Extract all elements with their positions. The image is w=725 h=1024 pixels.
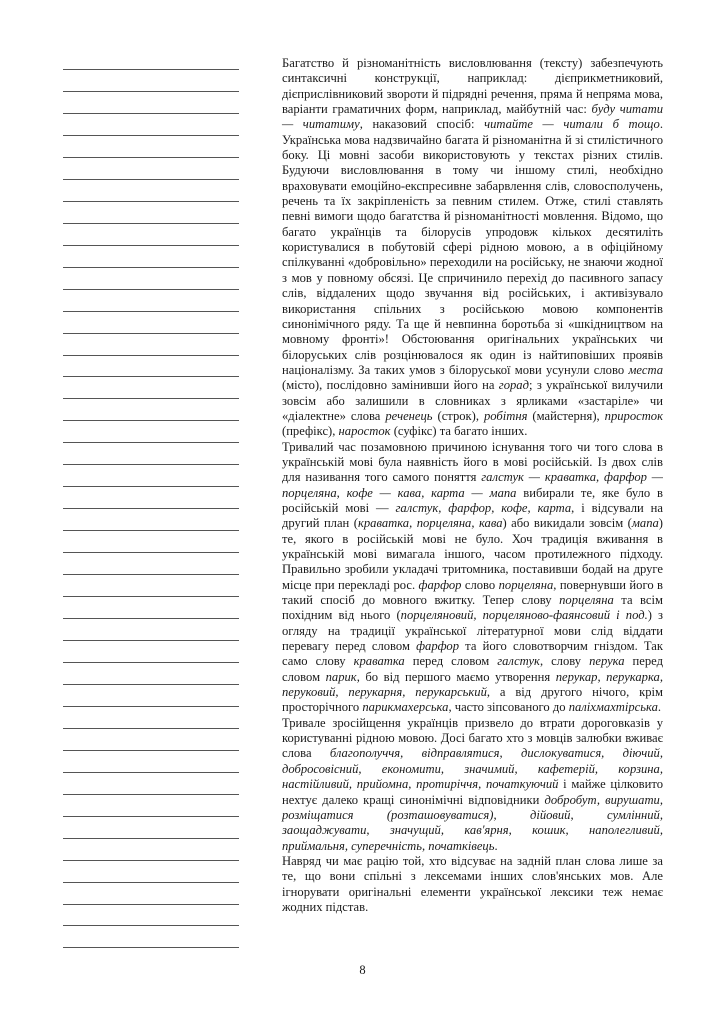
text-run: вибирали те, яке було в російській мові —: [282, 485, 663, 515]
note-line: [63, 640, 239, 641]
note-line: [63, 355, 239, 356]
italic-term: читайте — читали б тощо: [484, 117, 660, 132]
text-run: (суфікс) та багато інших.: [390, 424, 528, 439]
note-line: [63, 684, 239, 685]
text-run: і майже цілковито нехтує далеко кращі синонімічні відповідники: [282, 777, 664, 807]
text-run: , бо від першого маємо утворення: [356, 669, 556, 684]
note-line: [63, 772, 239, 773]
note-line: [63, 201, 239, 202]
note-line: [63, 376, 239, 377]
text-run: Тривалий час позамовною причиною існування того чи того слова в українській мові була наявність його в мові російській. Із двох слів для називання того самого поняття: [282, 439, 663, 485]
note-line: [63, 904, 239, 905]
text-run: слово: [461, 577, 499, 592]
note-line: [63, 311, 239, 312]
note-line: [63, 179, 239, 180]
text-run: , слову: [539, 654, 590, 669]
italic-term: горад: [498, 378, 529, 393]
paragraph-2: [282, 440, 663, 716]
text-run: (місто), послідовно замінивши його на: [282, 378, 499, 393]
note-line: [63, 750, 239, 751]
text-run: Навряд чи має рацію той, хто відсуває на задній план слова лише за те, що вони спільні з лексемами інших слов'янських мов. Але ігнорувати оригінальні елементи української лексики теж немає жодних підстав.: [282, 853, 663, 914]
note-line: [63, 333, 239, 334]
note-line: [63, 223, 239, 224]
text-run: , повернувши його в такий спосіб до мовного вжитку. Тепер слову: [282, 577, 663, 608]
note-line: [63, 925, 239, 926]
italic-term: краватка, порцеляна, кава: [357, 516, 503, 531]
note-line: [63, 442, 239, 443]
italic-term: перукар, перукарка, перуковий, перукарня, перукарський: [282, 669, 663, 700]
text-run: ) те, якого в російській мові не було. Хоч традиція вживання в українській мові вимагала іншого, часом протилежного підходу. Правильно зробили укладачі тритомника, поставивши бодай на друге місце при перекладі рос.: [282, 516, 663, 592]
note-line: [63, 882, 239, 883]
text-run: , наказовий спосіб:: [359, 117, 485, 132]
italic-term: наросток: [338, 424, 391, 439]
page-number: 8: [359, 963, 366, 977]
italic-term: галстук — краватка, фарфор — порцеляна, кофе — кава, карта — мапа: [282, 470, 663, 500]
italic-term: порцеляна: [559, 593, 614, 608]
text-run: , і відсували на другий план (: [282, 500, 663, 531]
italic-term: галстук, фарфор, кофе, карта: [395, 500, 572, 515]
italic-term: приросток: [604, 408, 663, 423]
note-line: [63, 267, 239, 268]
text-run: та всім похідним від нього (: [282, 593, 663, 623]
italic-term: фарфор: [418, 577, 462, 592]
paragraph-3: [282, 716, 663, 854]
note-line: [63, 728, 239, 729]
paragraph-4: [282, 854, 663, 915]
note-line: [63, 508, 239, 509]
italic-term: парикмахерська: [362, 700, 449, 715]
italic-term: реченець: [385, 408, 433, 423]
text-run: ; з української вилучили зовсім або залишили в словниках з ярликами «застаріле» чи «діалектне» слова: [282, 378, 663, 423]
note-line: [63, 662, 239, 663]
note-line: [63, 157, 239, 158]
text-run: ) або викидали зовсім (: [502, 516, 632, 531]
italic-term: добробут, вирушати, розміщатися (розташовуватися), дійовий, сумлінний, заощаджувати, значущий, кав'ярня, кошик, наполегливий, приймальня, суперечність, початківець: [282, 792, 663, 853]
note-line: [63, 464, 239, 465]
note-line: [63, 289, 239, 290]
note-line: [63, 245, 239, 246]
italic-term: благополуччя, відправлятися, дислокуватися, діючий, добросовісний, економити, значимий, кафетерій, корзина, настійливий, прийомна, протиріччя, початкуючий: [282, 746, 663, 792]
main-text: [282, 56, 663, 915]
text-run: Багатство й різноманітність висловлювання (тексту) забезпечують синтаксичні конструкції, наприклад: дієприкметниковий, дієприслівниковий звороти й підрядні речення, пряма й непряма мова, варіанти граматичних форм, наприклад, майбутній час:: [282, 56, 663, 117]
text-run: . Українська мова надзвичайно багата й різноманітна й зі стилістичного боку. Ці мовні засоби використовують у текстах різних стилів. Будуючи висловлювання в тому чи іншому стилі, необхідно враховувати емоційно-експресивне забарвлення слів, словосполучень, речень та їх закріпленість за певним стилем. Отже, стилі ставлять певні вимоги щодо багатства й різноманітності мовлення. Відомо, що багато українців та білорусів упродовж кількох десятиліть користувалися в побутовій сфері рідною мовою, а в офіційному спілкуванні «добровільно» переходили на російську, не знаючи жодної з мов у повному обсязі. Це спричинило перехід до пасивного запасу слів, віддалених щодо звучання від російських, і активізувало використання спільних з російською мовою компонентів синонімічного ряду. Та ще й невпинна боротьба зі «шкідництвом на мовному фронті»! Обстоювання оригінальних українських чи білоруських слів розцінювалося як один із найтиповіших проявів націоналізму. За таких умов з білоруської мови усунули слово: [282, 117, 664, 377]
note-line: [63, 69, 239, 70]
note-line: [63, 486, 239, 487]
text-run: .: [494, 838, 498, 853]
text-run: (строк),: [432, 408, 484, 423]
italic-term: фарфор: [416, 639, 459, 654]
text-run: (майстерня),: [527, 408, 605, 423]
italic-term: буду читати — читатиму: [282, 102, 663, 132]
note-line: [63, 420, 239, 421]
note-line: [63, 816, 239, 817]
note-line: [63, 135, 239, 136]
note-line: [63, 706, 239, 707]
text-run: та його словотворчим гніздом. Так само слову: [282, 639, 663, 669]
italic-term: порцеляновий, порцеляново-фаянсовий і под.: [400, 608, 648, 623]
text-run: , часто зіпсованого до: [448, 700, 569, 715]
note-line: [63, 794, 239, 795]
italic-term: робітня: [483, 408, 528, 423]
note-line: [63, 838, 239, 839]
italic-term: паліхмахтірська: [568, 700, 658, 715]
note-line: [63, 552, 239, 553]
paragraph-1: [282, 56, 663, 440]
text-run: ) з огляду на традиції української літературної мови слід віддати перевагу перед словом: [282, 608, 663, 654]
text-run: , а від другого нічого, крім просторічного: [282, 685, 663, 715]
note-line: [63, 530, 239, 531]
text-run: перед словом: [404, 654, 498, 669]
text-run: .: [657, 700, 662, 715]
italic-term: места: [628, 362, 663, 377]
note-line: [63, 113, 239, 114]
text-run: Тривале зросійщення українців призвело до втрати дороговказів у користуванні рідною мовою. Досі багато хто з мовців залюбки вживає слова: [282, 715, 663, 761]
text-run: перед словом: [282, 654, 663, 684]
italic-term: галстук: [497, 654, 540, 669]
italic-term: порцеляна: [498, 577, 554, 592]
italic-term: перука: [589, 654, 625, 669]
italic-term: мапа: [631, 516, 659, 531]
note-line: [63, 860, 239, 861]
italic-term: краватка: [353, 654, 405, 669]
note-line: [63, 398, 239, 399]
note-line: [63, 947, 239, 948]
note-line: [63, 574, 239, 575]
note-line: [63, 91, 239, 92]
text-run: (префікс),: [282, 424, 339, 439]
note-line: [63, 618, 239, 619]
italic-term: парик: [325, 669, 357, 684]
note-line: [63, 596, 239, 597]
